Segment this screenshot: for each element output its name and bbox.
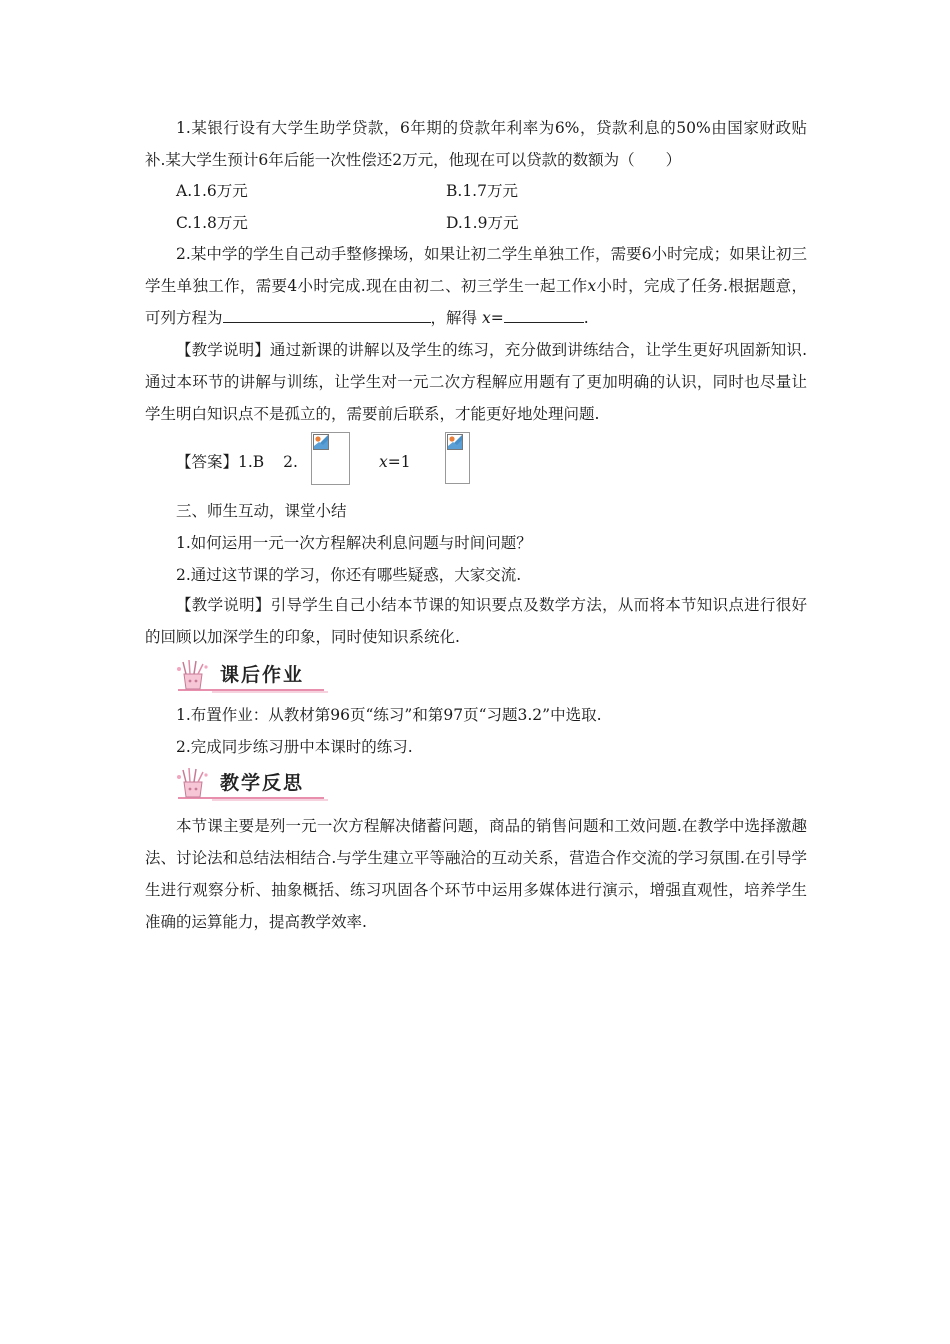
section-3-item-1: 1.如何运用一元一次方程解决利息问题与时间问题？ [176,534,532,552]
teaching-note-2 [145,589,807,653]
q2-text-part2: 小时，完成了任务.根据题意，可列方程为 [145,277,807,327]
solution-blank[interactable] [504,322,584,323]
teaching-note-1-body: 通过新课的讲解以及学生的练习，充分做到讲练结合，让学生更好巩固新知识.通过本环节的讲解与训练，让学生对一元二次方程解应用题有了更加明确的认识，同时也尽量让学生明白知识点不是孤立的，需要前后联系，才能更好地处理问题. [145,341,807,423]
reflection-text: 本节课主要是列一元一次方程解决储蓄问题，商品的销售问题和工效问题.在教学中选择激趣法、讨论法和总结法相结合.与学生建立平等融洽的互动关系，营造合作交流的学习氛围.在引导学生进行观察分析、抽象概括、练习巩固各个环节中运用多媒体进行演示，增强直观性，培养学生准确的运算能力，提高教学效率. [145,817,807,931]
broken-image-icon [447,434,463,450]
teaching-note-2-body: 引导学生自己小结本节课的知识要点及数学方法，从而将本节知识点进行很好的回顾以加深学生的印象，同时使知识系统化. [145,596,807,646]
q2-variable: x [587,277,597,295]
question-2-text [145,238,807,334]
q2-equals: = [490,309,504,327]
q1-option-c: C.1.8万元 [176,214,248,232]
answer-solution-image [445,432,470,484]
teaching-note-1 [145,334,807,430]
answer-line [176,451,298,473]
q2-end: . [583,309,589,327]
q1-option-b: B.1.7万元 [446,182,518,200]
answer-tag: 【答案】 [176,453,239,471]
q2-text-part1: 2.某中学的学生自己动手整修操场，如果让初二学生单独工作，需要6小时完成；如果让初三学生单独工作，需要4小时完成.现在由初二、初三学生一起工作 [145,245,807,295]
broken-image-icon [313,434,329,450]
homework-banner [172,658,332,694]
answer-2-label: 2. [283,453,298,471]
answer-1: 1.B [238,453,265,471]
equation-blank[interactable] [223,322,431,323]
homework-banner-title: 课后作业 [220,664,305,686]
q2-solution-variable: x [481,309,491,327]
section-3-title: 三、师生互动，课堂小结 [176,502,347,520]
answer-x-value: =1 [387,453,411,471]
homework-item-2: 2.完成同步练习册中本课时的练习. [176,738,413,756]
homework-item-1: 1.布置作业：从教材第96页“练习”和第97页“习题3.2”中选取. [176,706,602,724]
q2-text-part3: ，解得 [430,309,478,327]
answer-solution [379,451,411,473]
answer-x-variable: x [379,453,388,471]
q1-option-d: D.1.9万元 [446,214,519,232]
reflection-banner-title: 教学反思 [220,772,305,794]
q1-option-a: A.1.6万元 [176,182,248,200]
section-3-item-2: 2.通过这节课的学习，你还有哪些疑惑，大家交流. [176,566,522,584]
answer-equation-image [311,432,350,485]
teaching-note-2-tag: 【教学说明】 [176,596,271,614]
teaching-note-1-tag: 【教学说明】 [176,341,270,359]
reflection-banner [172,766,332,802]
question-1-text: 1.某银行设有大学生助学贷款，6年期的贷款年利率为6%，贷款利息的50%由国家财政贴补.某大学生预计6年后能一次性偿还2万元，他现在可以贷款的数额为（ ） [145,119,807,169]
